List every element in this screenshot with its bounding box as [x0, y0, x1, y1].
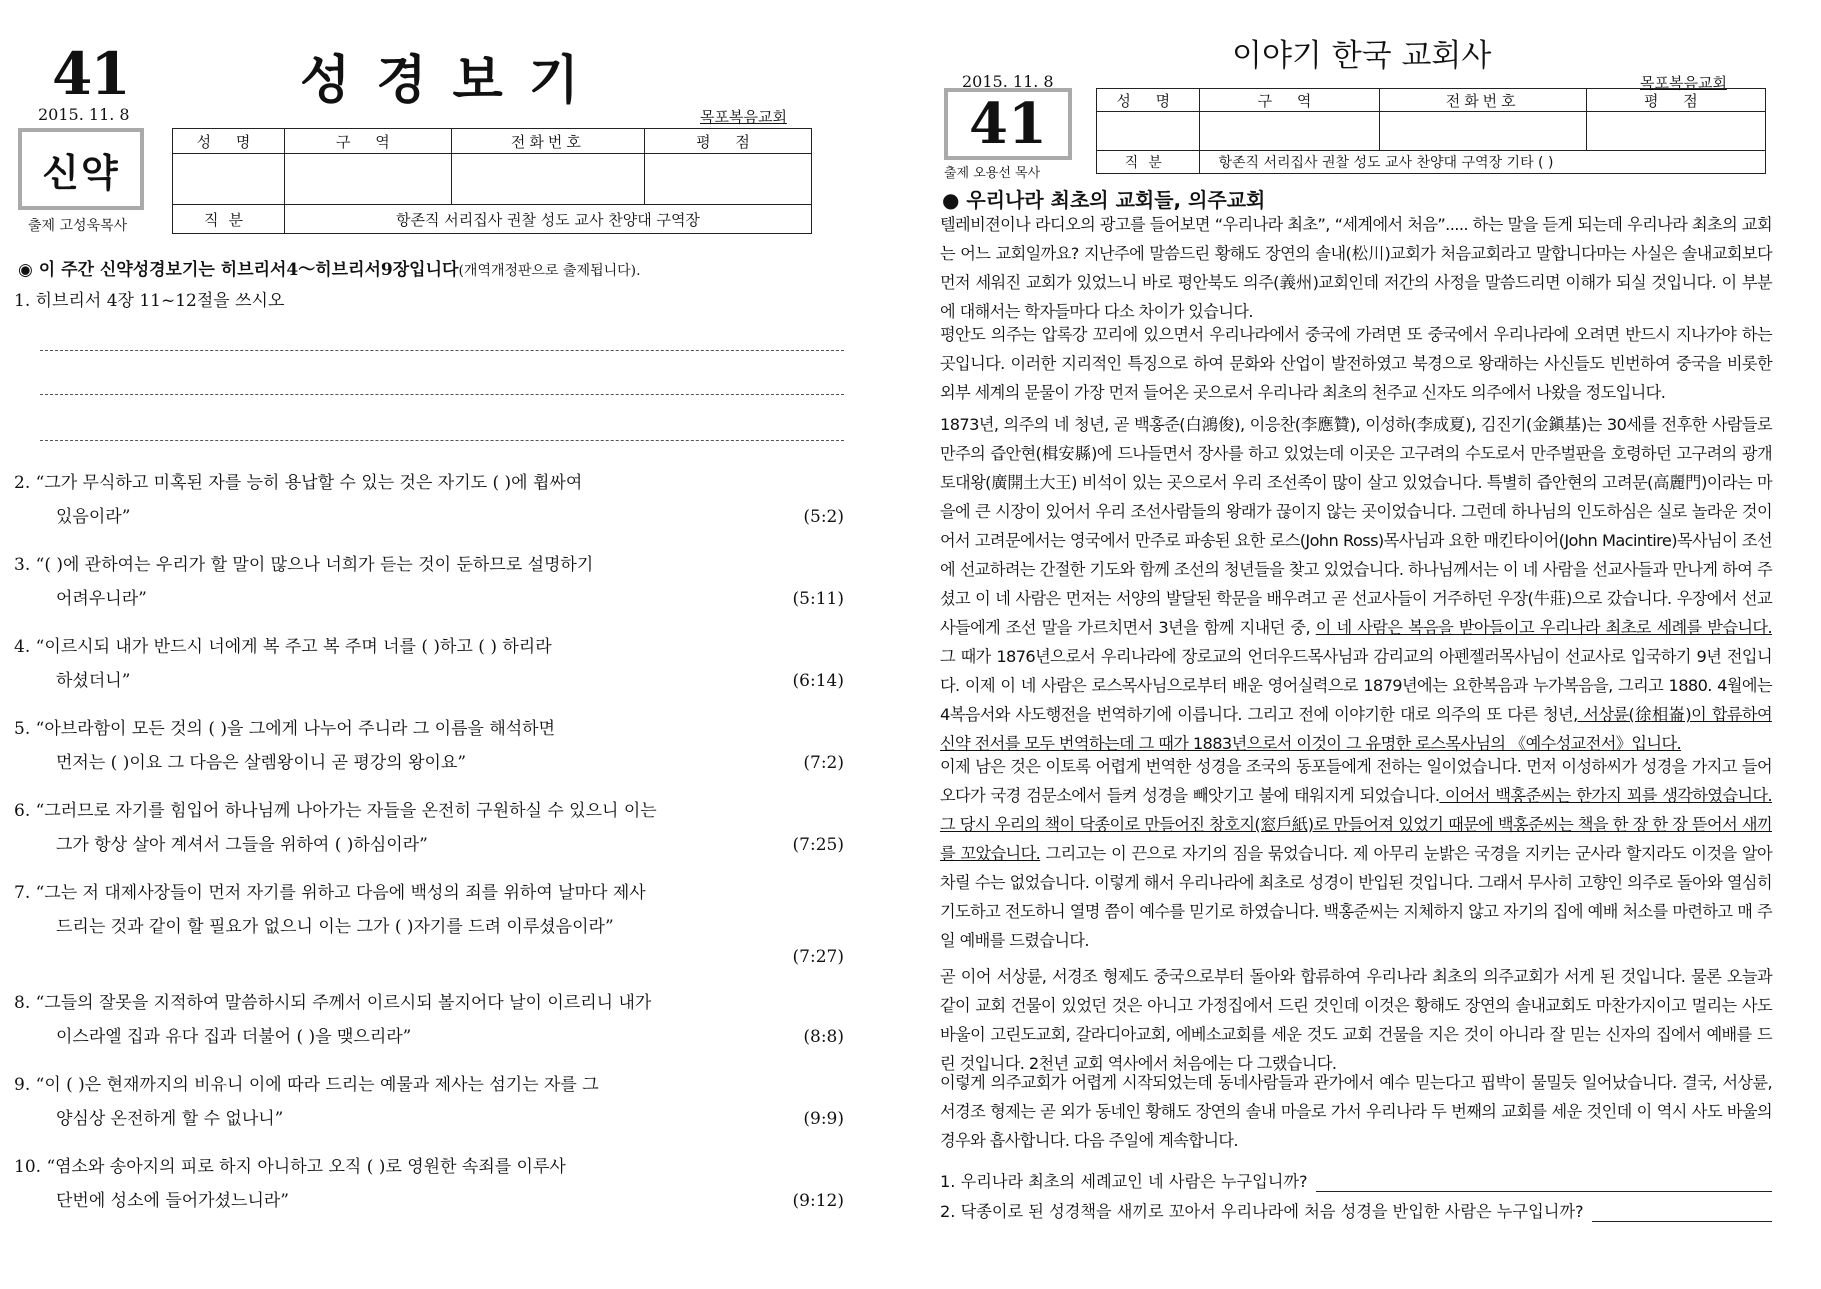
info-form [1096, 88, 1766, 174]
answer-line[interactable] [40, 394, 844, 395]
question [14, 466, 844, 534]
role-options[interactable]: 항존직 서리집사 권찰 성도 교사 찬양대 구역장 기타 ( ) [1200, 151, 1766, 174]
section-heading: ● 우리나라 최초의 교회들, 의주교회 [942, 188, 1266, 212]
paragraph-text: 이제 남은 것은 이토록 어렵게 번역한 성경을 조국의 동포들에게 전하는 일이었습니다. 먼저 이성하씨가 성경을 가지고 들어오다가 국경 검문소에서 들켜 성경을 빼앗기고 불에 태워지게 되었습니다. [940, 757, 1772, 805]
paragraph [940, 962, 1772, 1078]
question-line2: 먼저는 ( )이요 그 다음은 살렘왕이니 곧 평강의 왕이요” [56, 753, 467, 773]
category-box [18, 128, 144, 210]
name-field[interactable] [1097, 112, 1200, 151]
question [14, 876, 844, 974]
question-line1: 10. “염소와 송아지의 피로 하지 아니하고 오직 ( )로 영원한 속죄를 이루사 [14, 1157, 566, 1177]
verse-ref: (8:8) [803, 1027, 844, 1047]
notice-text: ◉ 이 주간 신약성경보기는 히브리서4～히브리서9장입니다 [18, 260, 459, 280]
district-field[interactable] [284, 154, 451, 205]
header-district: 구 역 [284, 129, 451, 154]
verse-ref: (7:25) [792, 835, 844, 855]
question-text: 1. 히브리서 4장 11~12절을 쓰시오 [14, 291, 285, 311]
answer-line[interactable] [40, 440, 844, 441]
name-field[interactable] [173, 154, 285, 205]
underlined-text: 이 네 사람은 복음을 받아들이고 우리나라 최초로 세례를 받습니다. [1315, 618, 1773, 637]
answer-line[interactable] [40, 350, 844, 351]
header-name: 성 명 [1097, 89, 1200, 112]
paragraph-text: 이렇게 의주교회가 어렵게 시작되었는데 동네사람들과 관가에서 예수 믿는다고 핍박이 물밀듯 일어났습니다. 결국, 서상륜, 서경조 형제는 곧 외가 동네인 황해도 장연의 솔내 마을로 가서 우리나라 두 번째의 교회를 세운 것인데 이 역시 사도 바울의 경우와 흡사합니다. 다음 주일에 계속합니다. [940, 1073, 1772, 1150]
paragraph-text: 그 때가 1876년으로서 우리나라에 장로교의 언더우드목사님과 감리교의 아펜젤러목사님이 선교사로 입국하기 9년 전입니다. 이제 이 네 사람은 로스목사님으로부터 배운 영어실력으로 1879년에는 요한복음과 누가복음을, 그리고 1880. 4월에는 4복음서와 사도행전을 번역하기에 이릅니다. 그리고 전에 이야기한 대로 의주의 또 다른 청년, [940, 647, 1772, 724]
header-score: 평 점 [1586, 89, 1765, 112]
category-label: 신약 [42, 150, 120, 195]
question-line1: 3. “( )에 관하여는 우리가 할 말이 많으나 너희가 듣는 것이 둔하므로 설명하기 [14, 555, 594, 575]
article-title: 이야기 한국 교회사 [1232, 38, 1492, 74]
question [14, 630, 844, 698]
question-line1: 9. “이 ( )은 현재까지의 비유니 이에 따라 드리는 예물과 제사는 섬기는 자를 그 [14, 1075, 599, 1095]
quiz-text: 2. 닥종이로 된 성경책을 새끼로 꼬아서 우리나라에 처음 성경을 반입한 사람은 누구입니까? [940, 1202, 1584, 1221]
church-name: 목포복음교회 [1640, 74, 1727, 92]
question-line2: 양심상 온전하게 할 수 없나니” [56, 1109, 284, 1129]
underlined-text: 서상륜(徐相崙)이 합류하여 신약 전서를 모두 번역하는데 그 때가 1883년으로서 이것이 그 유명한 로스목사님의 《예수성교전서》입니다. [940, 705, 1772, 753]
issue-number: 41 [52, 40, 129, 108]
district-field[interactable] [1200, 112, 1379, 151]
info-form [172, 128, 812, 234]
header-district: 구 역 [1200, 89, 1379, 112]
quiz-question-1 [940, 1168, 1772, 1192]
paragraph [940, 1068, 1772, 1155]
author: 출제 고성욱목사 [28, 218, 128, 234]
verse-ref: (7:27) [792, 947, 844, 967]
question [14, 986, 844, 1054]
verse-ref: (5:11) [792, 589, 844, 609]
score-field[interactable] [645, 154, 812, 205]
author: 출제 오용선 목사 [944, 166, 1041, 181]
role-options[interactable]: 항존직 서리집사 권찰 성도 교사 찬양대 구역장 [284, 205, 811, 234]
score-field[interactable] [1586, 112, 1765, 151]
question-line1: 4. “이르시되 내가 반드시 너에게 복 주고 복 주며 너를 ( )하고 ( ) 하리라 [14, 637, 552, 657]
verse-ref: (5:2) [803, 507, 844, 527]
verse-ref: (7:2) [803, 753, 844, 773]
role-label: 직분 [173, 205, 285, 234]
quiz-text: 1. 우리나라 최초의 세례교인 네 사람은 누구입니까? [940, 1172, 1308, 1191]
issue-box [944, 88, 1072, 160]
question [14, 1068, 844, 1136]
date: 2015. 11. 8 [962, 72, 1054, 91]
paragraph [940, 320, 1772, 407]
phone-field[interactable] [451, 154, 644, 205]
question-1 [14, 284, 844, 318]
question-line1: 7. “그는 저 대제사장들이 먼저 자기를 위하고 다음에 백성의 죄를 위하여 날마다 제사 [14, 883, 646, 903]
question [14, 548, 844, 616]
church-name: 목포복음교회 [700, 108, 787, 126]
question [14, 712, 844, 780]
phone-field[interactable] [1379, 112, 1586, 151]
page-title: 성경보기 [300, 51, 605, 111]
paragraph [940, 752, 1772, 955]
question-line1: 8. “그들의 잘못을 지적하여 말씀하시되 주께서 이르시되 볼지어다 날이 이르리니 내가 [14, 993, 652, 1013]
question-line1: 5. “아브라함이 모든 것의 ( )을 그에게 나누어 주니라 그 이름을 해석하면 [14, 719, 556, 739]
question-line2: 드리는 것과 같이 할 필요가 없으니 이는 그가 ( )자기를 드려 이루셨음이라” [56, 917, 614, 937]
quiz-question-2 [940, 1198, 1772, 1222]
paragraph-text: 곧 이어 서상륜, 서경조 형제도 중국으로부터 돌아와 합류하여 우리나라 최초의 의주교회가 서게 된 것입니다. 물론 오늘과 같이 교회 건물이 있었던 것은 아니고 가정집에서 드린 것인데 이것은 황해도 장연의 솔내교회도 마찬가지이고 멀리는 사도 바울이 고린도교회, 갈라디아교회, 에베소교회를 세운 것도 교회 건물을 지은 것이 아니라 잘 믿는 신자의 집에서 예배를 드린 것입니다. 2천년 교회 역사에서 처음에는 다 그랬습니다. [940, 967, 1772, 1073]
question-line1: 6. “그러므로 자기를 힘입어 하나님께 나아가는 자들을 온전히 구원하실 수 있으니 이는 [14, 801, 657, 821]
notice [18, 255, 641, 280]
answer-line[interactable] [1592, 1203, 1772, 1222]
issue-number: 41 [969, 91, 1047, 157]
verse-ref: (6:14) [792, 671, 844, 691]
paragraph [940, 410, 1772, 758]
paragraph-text: 텔레비젼이나 라디오의 광고를 들어보면 “우리나라 최초”, “세계에서 처음”..... 하는 말을 듣게 되는데 우리나라 최초의 교회는 어느 교회일까요? 지난주에 말씀드린 황해도 장연의 솔내(松川)교회가 처음교회라고 말합니다마는 사실은 솔내교회보다 먼저 세워진 교회가 있었느니 바로 평안북도 의주(義州)교회인데 저간의 사정을 말씀드리면 이해가 되실 것입니다. 이 부분에 대해서는 학자들마다 다소 차이가 있습니다. [940, 215, 1772, 321]
date: 2015. 11. 8 [38, 105, 130, 124]
question-line2: 어려우니라” [56, 589, 147, 609]
question-line2: 단번에 성소에 들어가셨느니라” [56, 1191, 289, 1211]
question-line2: 이스라엘 집과 유다 집과 더불어 ( )을 맺으리라” [56, 1027, 412, 1047]
header-phone: 전화번호 [1379, 89, 1586, 112]
role-label: 직분 [1097, 151, 1200, 174]
paragraph [940, 210, 1772, 326]
verse-ref: (9:12) [792, 1191, 844, 1211]
question [14, 794, 844, 862]
header-score: 평 점 [645, 129, 812, 154]
question-line2: 하셨더니” [56, 671, 131, 691]
underlined-text: 이어서 백홍준씨는 한가지 꾀를 생각하였습니다. 그 당시 우리의 책이 닥종이로 만들어진 창호지(窓戶紙)로 만들어져 있었기 때문에 백홍준씨는 책을 한 장 한 장 뜯어서 새끼를 꼬았습니다. [940, 786, 1773, 863]
header-name: 성 명 [173, 129, 285, 154]
question [14, 1150, 844, 1218]
notice-small: (개역개정판으로 출제됩니다). [458, 263, 641, 279]
question-line2: 그가 항상 살아 계셔서 그들을 위하여 ( )하심이라” [56, 835, 428, 855]
paragraph-text: 1873년, 의주의 네 청년, 곧 백홍준(白鴻俊), 이응찬(李應贊), 이성하(李成夏), 김진기(金鎭基)는 30세를 전후한 사람들로 만주의 즙안현(楫安縣)에 드나들면서 장사를 하고 있었는데 이곳은 고구려의 수도로서 만주벌판을 호령하던 고구려의 광개토대왕(廣開土大王) 비석이 있는 곳으로서 우리 조선족이 많이 살고 있었습니다. 특별히 즙안현의 고려문(高麗門)이라는 마을에 큰 시장이 있어서 우리 조선사람들의 왕래가 끊이지 않는 곳이었습니다. 그런데 하나님의 인도하심은 실로 놀라운 것이어서 고려문에서는 영국에서 만주로 파송된 요한 로스(John Ross)목사님과 요한 매킨타이어(John Macintire)목사님이 조선에 선교하려는 간절한 기도와 함께 조선의 청년들을 찾고 있었습니다. 하나님께서는 이 네 사람을 선교사들과 만나게 하여 주셨고 이 네 사람은 먼저는 서양의 발달된 학문을 배우려고 곧 선교사들이 거주하던 우장(牛莊)으로 갔습니다. 우장에서 선교사들에게 조선 말을 가르치면서 3년을 함께 지내던 중, [940, 415, 1772, 637]
answer-line[interactable] [1316, 1173, 1772, 1192]
question-line2: 있음이라” [56, 507, 131, 527]
header-phone: 전화번호 [451, 129, 644, 154]
verse-ref: (9:9) [803, 1109, 844, 1129]
paragraph-text: 평안도 의주는 압록강 꼬리에 있으면서 우리나라에서 중국에 가려면 또 중국에서 우리나라에 오려면 반드시 지나가야 하는 곳입니다. 이러한 지리적인 특징으로 하여 문화와 산업이 발전하였고 북경으로 왕래하는 사신들도 빈번하여 중국을 비롯한 외부 세계의 문물이 가장 먼저 들어온 곳으로서 우리나라 최초의 천주교 신자도 의주에서 나왔을 정도입니다. [940, 325, 1772, 402]
paragraph-text: 그리고는 이 끈으로 자기의 짐을 묶었습니다. 제 아무리 눈밝은 국경을 지키는 군사라 할지라도 이것을 알아차릴 수는 없었습니다. 이렇게 해서 우리나라에 최초로 성경이 반입된 것입니다. 그래서 무사히 고향인 의주로 돌아와 열심히 기도하고 전도하니 열명 쯤이 예수를 믿기로 하였습니다. 백홍준씨는 지체하지 않고 자기의 집에 예배 처소를 마련하고 매 주일 예배를 드렸습니다. [940, 844, 1772, 950]
question-line1: 2. “그가 무식하고 미혹된 자를 능히 용납할 수 있는 것은 자기도 ( )에 휩싸여 [14, 473, 583, 493]
